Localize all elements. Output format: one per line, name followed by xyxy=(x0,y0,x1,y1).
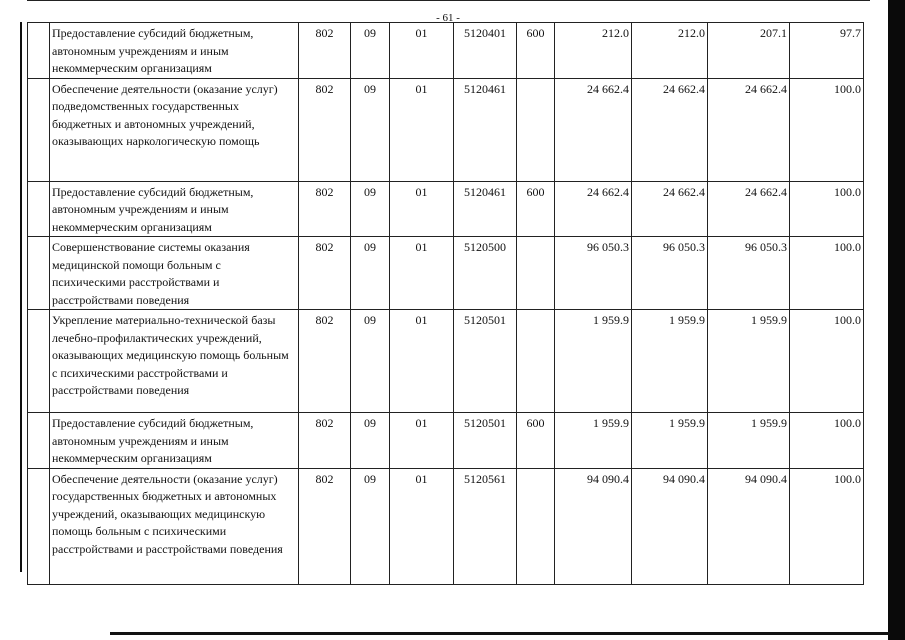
row-expense-code: 600 xyxy=(517,413,555,469)
row-ministry-code: 802 xyxy=(299,468,351,584)
row-name: Совершенствование системы оказания медицинской помощи больным с психическими расстройствами и расстройствами поведения xyxy=(50,237,299,310)
row-executed-amount: 1 959.9 xyxy=(708,310,790,413)
row-margin-cell xyxy=(28,468,50,584)
row-ministry-code: 802 xyxy=(299,181,351,237)
row-executed-amount: 24 662.4 xyxy=(708,181,790,237)
row-target-code: 5120501 xyxy=(454,413,517,469)
row-executed-amount: 96 050.3 xyxy=(708,237,790,310)
budget-table xyxy=(27,22,864,585)
row-executed-amount: 207.1 xyxy=(708,23,790,79)
row-ministry-code: 802 xyxy=(299,413,351,469)
row-expense-code xyxy=(517,78,555,181)
row-margin-cell xyxy=(28,413,50,469)
row-name: Предоставление субсидий бюджетным, автономным учреждениям и иным некоммерческим организациям xyxy=(50,413,299,469)
row-target-code: 5120561 xyxy=(454,468,517,584)
row-ministry-code: 802 xyxy=(299,310,351,413)
row-subsection-code: 01 xyxy=(390,468,454,584)
row-percent: 100.0 xyxy=(790,468,864,584)
row-expense-code xyxy=(517,237,555,310)
row-ministry-code: 802 xyxy=(299,78,351,181)
row-subsection-code: 01 xyxy=(390,310,454,413)
row-expense-code xyxy=(517,310,555,413)
page-number: - 61 - xyxy=(436,12,460,24)
row-target-code: 5120461 xyxy=(454,181,517,237)
row-percent: 100.0 xyxy=(790,413,864,469)
row-margin-cell xyxy=(28,237,50,310)
row-section-code: 09 xyxy=(351,181,390,237)
row-name: Обеспечение деятельности (оказание услуг) подведомственных государственных бюджетных и автономных учреждений, оказывающих наркологическую помощь xyxy=(50,78,299,181)
row-margin-cell xyxy=(28,78,50,181)
table-body xyxy=(28,23,864,585)
row-percent: 100.0 xyxy=(790,181,864,237)
table-row xyxy=(28,468,864,584)
row-name: Предоставление субсидий бюджетным, автономным учреждениям и иным некоммерческим организациям xyxy=(50,181,299,237)
row-section-code: 09 xyxy=(351,23,390,79)
row-ministry-code: 802 xyxy=(299,23,351,79)
row-percent: 100.0 xyxy=(790,310,864,413)
row-executed-amount: 1 959.9 xyxy=(708,413,790,469)
row-percent: 100.0 xyxy=(790,237,864,310)
row-refined-amount: 94 090.4 xyxy=(632,468,708,584)
row-executed-amount: 24 662.4 xyxy=(708,78,790,181)
row-margin-cell xyxy=(28,181,50,237)
row-margin-cell xyxy=(28,310,50,413)
row-percent: 97.7 xyxy=(790,23,864,79)
scan-right-edge xyxy=(888,0,905,640)
row-plan-amount: 96 050.3 xyxy=(555,237,632,310)
row-refined-amount: 24 662.4 xyxy=(632,78,708,181)
table-row xyxy=(28,181,864,237)
row-refined-amount: 212.0 xyxy=(632,23,708,79)
row-plan-amount: 24 662.4 xyxy=(555,181,632,237)
table-row xyxy=(28,310,864,413)
row-subsection-code: 01 xyxy=(390,413,454,469)
table-left-frame xyxy=(20,22,22,572)
row-plan-amount: 1 959.9 xyxy=(555,413,632,469)
row-name: Укрепление материально-технической базы лечебно-профилактических учреждений, оказывающих медицинскую помощь больным с психическими расстройствами и расстройствами поведения xyxy=(50,310,299,413)
row-executed-amount: 94 090.4 xyxy=(708,468,790,584)
table-row xyxy=(28,78,864,181)
row-ministry-code: 802 xyxy=(299,237,351,310)
row-refined-amount: 24 662.4 xyxy=(632,181,708,237)
row-target-code: 5120500 xyxy=(454,237,517,310)
row-expense-code: 600 xyxy=(517,181,555,237)
row-section-code: 09 xyxy=(351,413,390,469)
row-section-code: 09 xyxy=(351,78,390,181)
table-row xyxy=(28,413,864,469)
row-refined-amount: 1 959.9 xyxy=(632,310,708,413)
scan-bottom-edge xyxy=(110,632,890,635)
row-plan-amount: 94 090.4 xyxy=(555,468,632,584)
row-refined-amount: 96 050.3 xyxy=(632,237,708,310)
row-margin-cell xyxy=(28,23,50,79)
row-name: Обеспечение деятельности (оказание услуг) государственных бюджетных и автономных учреждений, оказывающих медицинскую помощь больным с психическими расстройствами и расстройствами поведения xyxy=(50,468,299,584)
scan-top-edge xyxy=(27,0,870,1)
row-section-code: 09 xyxy=(351,237,390,310)
row-target-code: 5120461 xyxy=(454,78,517,181)
row-expense-code xyxy=(517,468,555,584)
row-subsection-code: 01 xyxy=(390,237,454,310)
row-percent: 100.0 xyxy=(790,78,864,181)
row-plan-amount: 212.0 xyxy=(555,23,632,79)
row-plan-amount: 24 662.4 xyxy=(555,78,632,181)
row-subsection-code: 01 xyxy=(390,23,454,79)
table-row xyxy=(28,237,864,310)
row-target-code: 5120401 xyxy=(454,23,517,79)
row-name: Предоставление субсидий бюджетным, автономным учреждениям и иным некоммерческим организациям xyxy=(50,23,299,79)
row-section-code: 09 xyxy=(351,468,390,584)
row-section-code: 09 xyxy=(351,310,390,413)
row-target-code: 5120501 xyxy=(454,310,517,413)
row-refined-amount: 1 959.9 xyxy=(632,413,708,469)
row-expense-code: 600 xyxy=(517,23,555,79)
table-row xyxy=(28,23,864,79)
row-plan-amount: 1 959.9 xyxy=(555,310,632,413)
row-subsection-code: 01 xyxy=(390,181,454,237)
row-subsection-code: 01 xyxy=(390,78,454,181)
